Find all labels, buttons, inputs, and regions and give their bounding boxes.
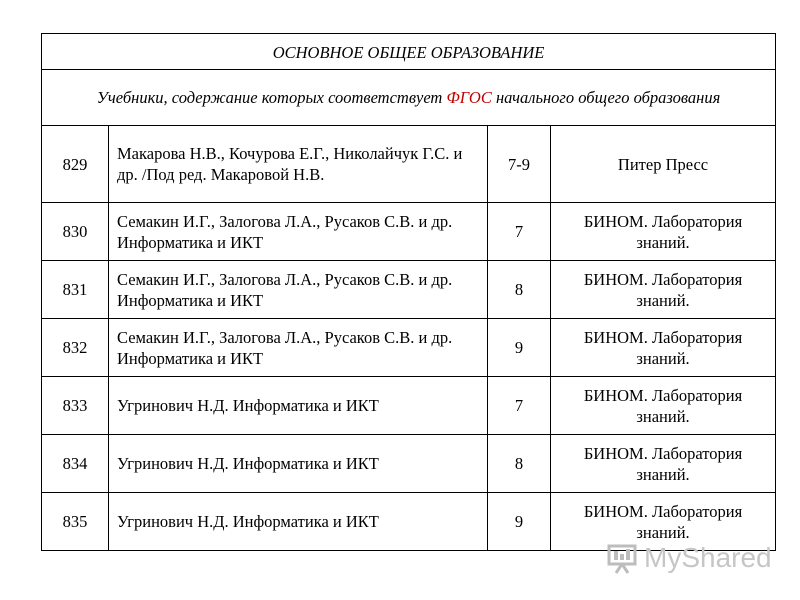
row-number: 829 [42,126,109,203]
grade-range: 8 [488,435,551,493]
table-row [42,435,776,493]
row-number: 832 [42,319,109,377]
book-title: Угринович Н.Д. Информатика и ИКТ [109,493,488,551]
publisher: БИНОМ. Лаборатория знаний. [551,319,776,377]
book-title: Семакин И.Г., Залогова Л.А., Русаков С.В. и др. Информатика и ИКТ [109,203,488,261]
table-row [42,126,776,203]
book-title: Семакин И.Г., Залогова Л.А., Русаков С.В. и др. Информатика и ИКТ [109,261,488,319]
row-number: 833 [42,377,109,435]
table-row [42,261,776,319]
publisher: БИНОМ. Лаборатория знаний. [551,203,776,261]
section-title: ОСНОВНОЕ ОБЩЕЕ ОБРАЗОВАНИЕ [42,34,776,70]
publisher: БИНОМ. Лаборатория знаний. [551,261,776,319]
section-header-row [42,34,776,70]
subheader-cell [42,70,776,126]
grade-range: 8 [488,261,551,319]
myshared-watermark [606,540,776,576]
publisher: БИНОМ. Лаборатория знаний. [551,377,776,435]
watermark-text: MyShared [644,542,772,573]
textbook-table [41,33,776,551]
presentation-board-icon [606,541,640,575]
table-row [42,203,776,261]
subheader-text-after: начального общего образования [491,88,721,107]
publisher: БИНОМ. Лаборатория знаний. [551,493,776,551]
row-number: 834 [42,435,109,493]
grade-range: 7 [488,203,551,261]
book-title: Макарова Н.В., Кочурова Е.Г., Николайчук Г.С. и др. /Под ред. Макаровой Н.В. [109,126,488,203]
row-number: 835 [42,493,109,551]
grade-range: 9 [488,319,551,377]
subheader-row [42,70,776,126]
publisher: БИНОМ. Лаборатория знаний. [551,435,776,493]
publisher: Питер Пресс [551,126,776,203]
book-title: Семакин И.Г., Залогова Л.А., Русаков С.В. и др. Информатика и ИКТ [109,319,488,377]
grade-range: 7 [488,377,551,435]
subheader-fgos-highlight: ФГОС [446,88,492,107]
book-title: Угринович Н.Д. Информатика и ИКТ [109,377,488,435]
table-row [42,377,776,435]
row-number: 830 [42,203,109,261]
grade-range: 7-9 [488,126,551,203]
subheader-text-before: Учебники, содержание которых соответствует [96,88,447,107]
row-number: 831 [42,261,109,319]
table-row [42,319,776,377]
grade-range: 9 [488,493,551,551]
book-title: Угринович Н.Д. Информатика и ИКТ [109,435,488,493]
